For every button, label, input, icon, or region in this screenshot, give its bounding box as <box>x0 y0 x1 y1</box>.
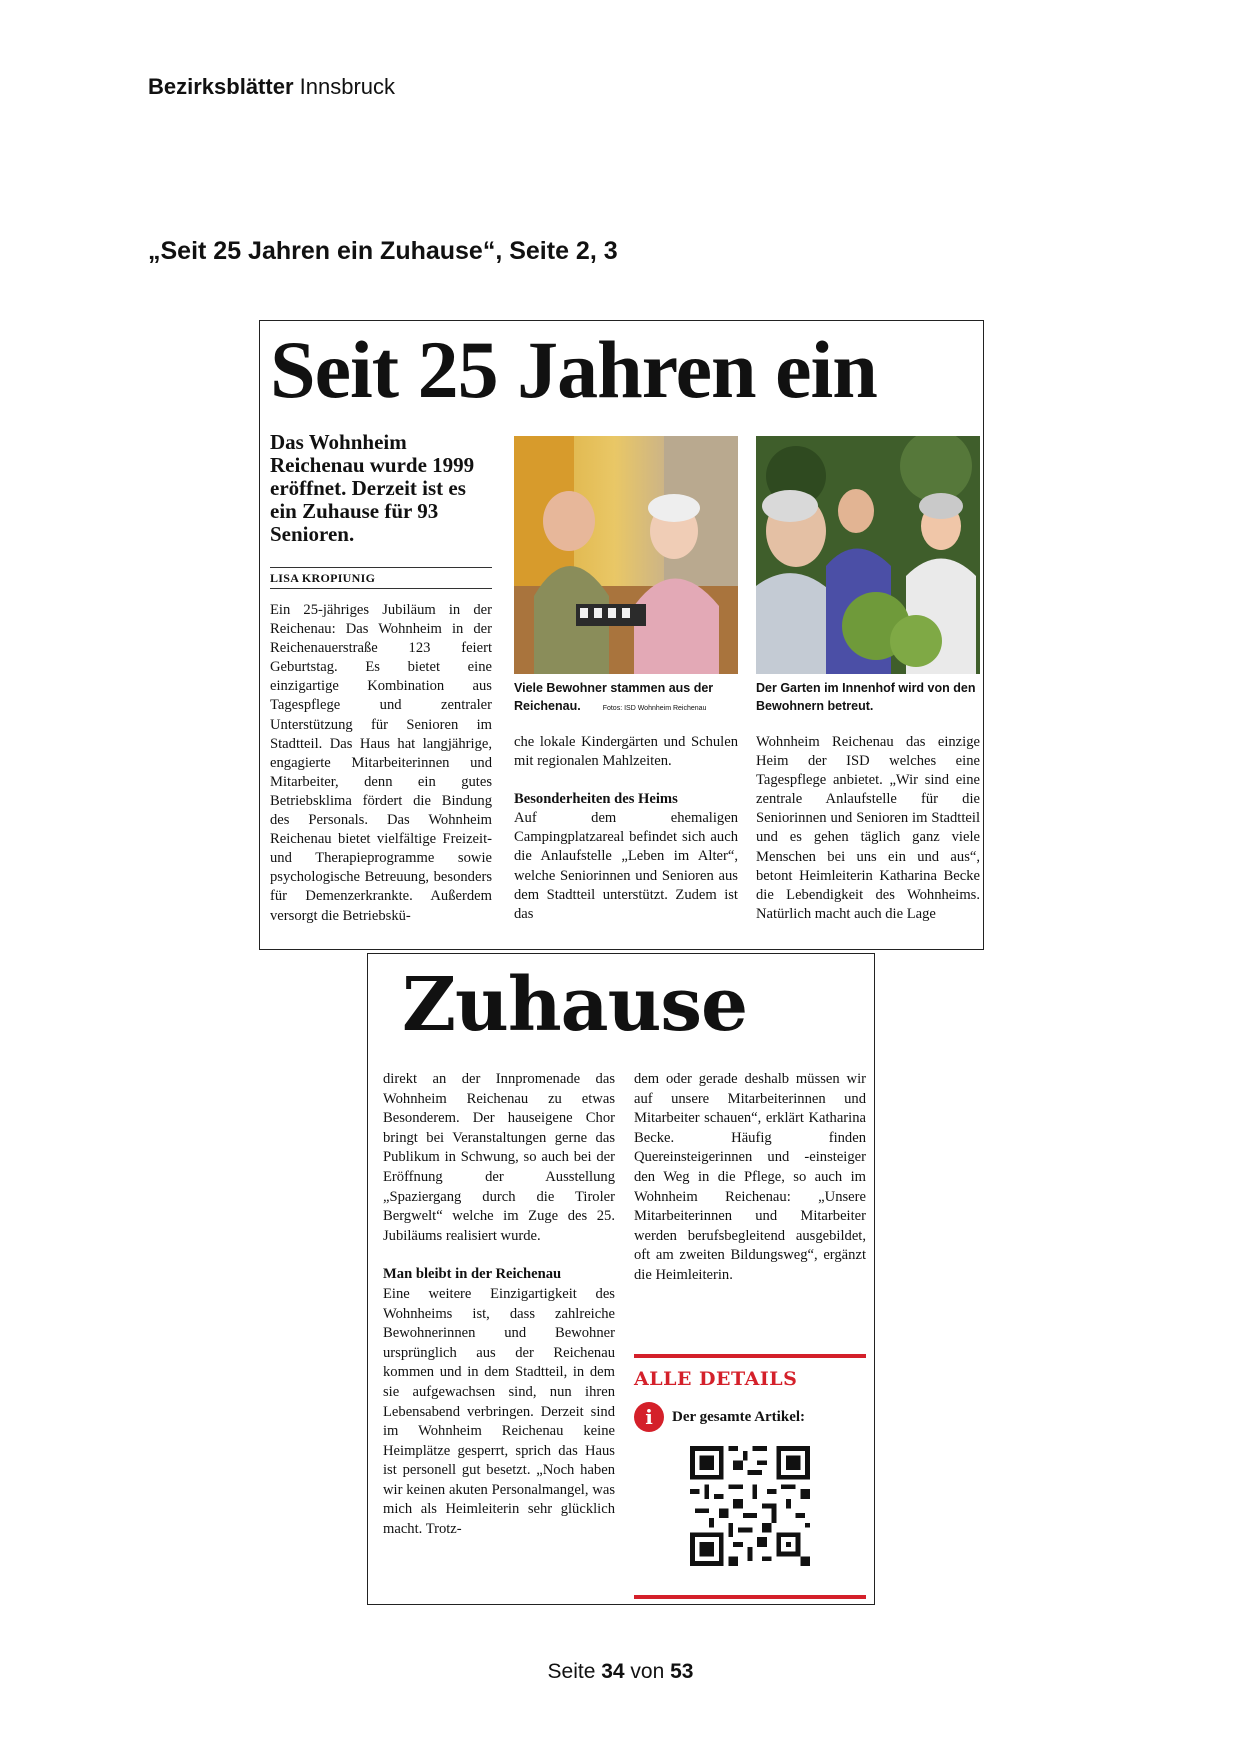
column-2-text-b: Auf dem ehemaligen Campingplatzareal befindet sich auch die Anlaufstelle „Leben im Alter“, welche Seniorinnen und Senioren aus dem Stadtteil unterstützt. Zudem ist das <box>514 810 738 922</box>
article-clipping-page-2 <box>259 320 984 950</box>
photo-garden-courtyard <box>756 436 980 674</box>
column-4-text-b: Eine weitere Einzigartigkeit des Wohnheims ist, dass zahlreiche Bewohnerinnen und Bewohner ursprünglich aus der Reichenau kommen und in dem Stadtteil, in dem sie aufgewachsen sind, nun ihren Lebensabend verbringen. Derzeit sind im Wohnheim Reichenau keine Heimplätze gesperrt, sprich das Haus ist personell gut besetzt. „Noch haben wir keinen akuten Personalmangel, was mich als Heimleiterin sehr glücklich macht. Trotz- <box>383 1285 615 1538</box>
qr-code[interactable] <box>690 1446 810 1566</box>
details-info-text: Der gesamte Artikel: <box>672 1408 806 1425</box>
article-column-3: Wohnheim Reichenau das einzige Heim der ISD welches eine Tagespflege anbietet. „Wir sind eine zentrale Anlaufstelle für die Seniorinnen und Senioren im Stadtteil und es gehen täglich ganz viele Menschen bei uns ein und aus“, betont Heimleiterin Katharina Becke die Lebendigkeit des Wohnheims. Natürlich macht auch die Lage <box>756 734 980 922</box>
page-footer <box>0 1660 1241 1684</box>
article-column-2 <box>514 733 738 924</box>
document-title: „Seit 25 Jahren ein Zuhause“, Seite 2, 3 <box>148 237 618 265</box>
publication-brand: Bezirksblätter <box>148 74 294 99</box>
publication-region: Innsbruck <box>293 74 396 99</box>
article-headline-part2: Zuhause <box>402 962 748 1048</box>
details-title: ALLE DETAILS <box>634 1368 798 1390</box>
article-column-1: Ein 25-jähriges Jubiläum in der Reichenau: Das Wohnheim in der Reichenauerstraße 123 feiert Geburtstag. Es bietet eine einzigartige Kombination aus Tagespflege und zentraler Unterstützung für Senioren im Stadtteil. Das Haus hat langjährige, engagierte Mitarbeiterinnen und Mitarbeiter, denn ein gutes Betriebsklima fördert die Bindung des Personals. Das Wohnheim Reichenau bietet vielfältige Freizeit- und Therapieprogramme sowie psychologische Betreuung, besonders für Demenzerkrankte. Außerdem versorgt die Betriebskü- <box>270 602 492 924</box>
footer-page-number: 34 <box>601 1660 625 1683</box>
footer-prefix: Seite <box>547 1660 602 1683</box>
photo-caption-1 <box>514 679 738 718</box>
article-headline-part1: Seit 25 Jahren ein <box>270 324 877 415</box>
photo-credit: Fotos: ISD Wohnheim Reichenau <box>602 705 707 712</box>
info-icon: i <box>634 1402 664 1432</box>
subhead-man-bleibt: Man bleibt in der Reichenau <box>383 1266 562 1283</box>
subhead-besonderheiten: Besonderheiten des Heims <box>514 791 678 808</box>
column-4-text-a: direkt an der Innpromenade das Wohnheim Reichenau zu etwas Besonderem. Der hauseigene Chor bringt bei Veranstaltungen gerne das Publikum in Schwung, so auch bei der Eröffnung der Ausstellung „Spaziergang durch die Tiroler Bergwelt“ welche im Zuge des 25. Jubiläums realisiert wurde. <box>383 1071 615 1244</box>
article-column-5: dem oder gerade deshalb müssen wir auf unsere Mitarbeiterinnen und Mitarbeiter schauen“, erklärt Katharina Becke. Häufig finden Quereinsteigerinnen und -einsteiger den Weg in die Pflege, so auch im Wohnheim Reichenau: „Unsere Mitarbeiterinnen und Mitarbeiter werden berufsbegleitend ausgebildet, oft am zweiten Bildungsweg“, ergänzt die Heimleiterin. <box>634 1071 866 1283</box>
caption-1-text: Viele Bewohner stammen aus der Reichenau. <box>514 681 714 713</box>
article-author: LISA KROPIUNIG <box>270 567 492 589</box>
publication-header <box>148 74 395 100</box>
details-box <box>634 1354 866 1599</box>
photo-caption-2: Der Garten im Innenhof wird von den Bewohnern betreut. <box>756 681 976 713</box>
article-column-4 <box>383 1070 615 1540</box>
footer-total-pages: 53 <box>670 1660 694 1683</box>
details-info-row <box>634 1402 805 1432</box>
column-2-text-a: che lokale Kindergärten und Schulen mit regionalen Mahlzeiten. <box>514 734 738 770</box>
footer-mid: von <box>624 1660 671 1683</box>
photo-residents-playing <box>514 436 738 674</box>
article-lead: Das Wohnheim Reichenau wurde 1999 eröffnet. Derzeit ist es ein Zuhause für 93 Senioren. <box>270 430 475 546</box>
article-clipping-page-3 <box>367 953 875 1605</box>
